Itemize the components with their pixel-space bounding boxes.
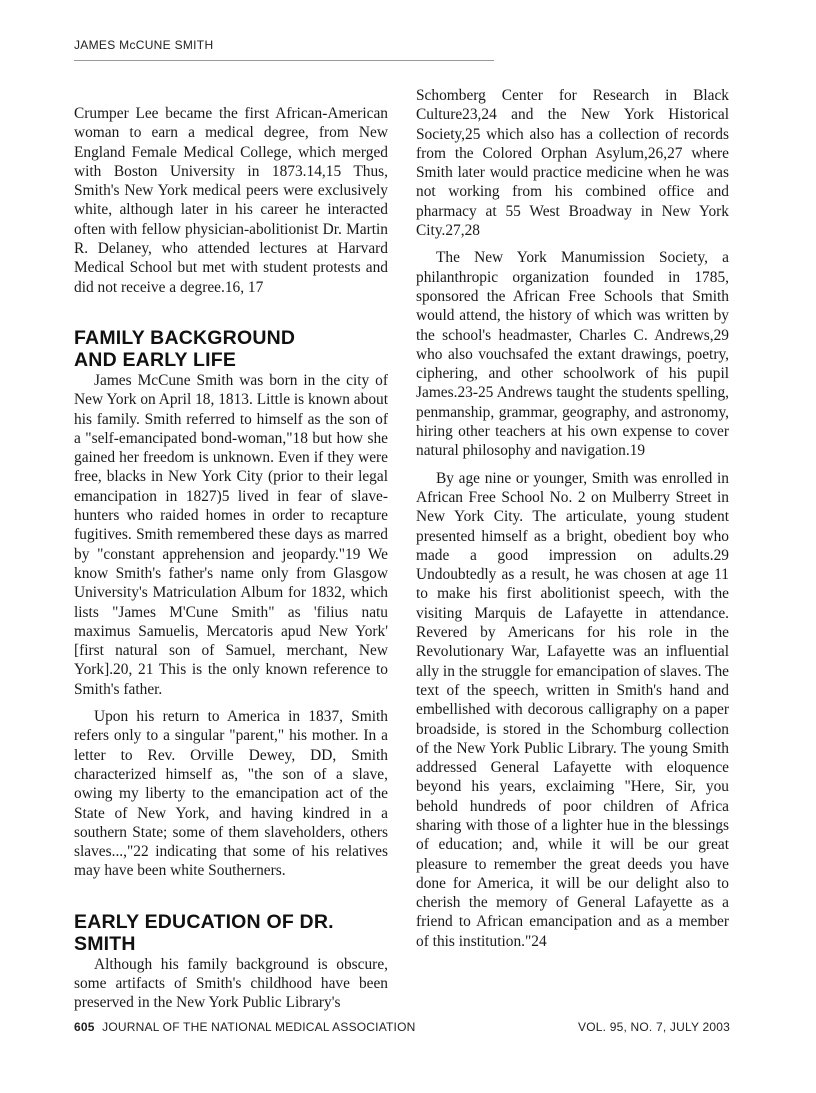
journal-name: JOURNAL OF THE NATIONAL MEDICAL ASSOCIATION [102,1020,416,1034]
paragraph-return-america: Upon his return to America in 1837, Smith refers only to a singular "parent," his mother. In a letter to Rev. Orville Dewey, DD, Smith characterized himself as, "the son of a slave, owing my liberty to the emancipation act of the State of New York, and having kindred in a southern State; some of them slaveholders, others slaves...,"22 indicating that some of his relatives may have been white Southerners. [74,708,388,880]
paragraph-schomberg: Schomberg Center for Research in Black Culture23,24 and the New York Historical Society,25 which also has a collection of records from the Colored Orphan Asylum,26,27 where Smith later would practice medicine when he was not working from his combined office and pharmacy at 55 West Broadway in New York City.27,28 [416,87,729,240]
footer-left [74,1020,416,1034]
paragraph-free-school: By age nine or younger, Smith was enrolled in African Free School No. 2 on Mulberry Street in New York City. The articulate, young student presented himself as a bright, obedient boy who made a good impression on adults.29 Undoubtedly as a result, he was chosen at age 11 to make his first abolitionist speech, with the visiting Marquis de Lafayette in attendance. Revered by Americans for his role in the Revolutionary War, Lafayette was an influential ally in the struggle for emancipation of slaves. The text of the speech, written in Smith's hand and embellished with decorous calligraphy on a paper broadside, is stored in the Schomburg collection of the New York Public Library. The young Smith addressed General Lafayette with eloquence beyond his years, exclaiming "Here, Sir, you behold hundreds of poor children of Africa sharing with those of a lighter hue in the blessings of education; and, while it will be our great pleasure to remember the great deeds you have done for America, it will be our delight also to cherish the memory of General Lafayette as a friend to African emancipation and as a member of this institution."24 [416,469,729,950]
page-number: 605 [74,1020,95,1034]
paragraph-birth: James McCune Smith was born in the city of New York on April 18, 1813. Little is known about his family. Smith referred to himself as the son of a "self-emancipated bond-woman,"18 but how she gained her freedom is unknown. Even if they were free, blacks in New York City (prior to their legal emancipation in 1827)5 lived in fear of slave-hunters who raided homes in order to recapture fugitives. Smith remembered these days as marred by "constant apprehension and jeopardy."19 We know Smith's father's name only from Glasgow University's Matriculation Album for 1832, which lists "James M'Cune Smith" as 'filius natu maximus Samuelis, Mercatoris apud New York' [first natural son of Samuel, merchant, New York].20, 21 This is the only known reference to Smith's father. [74,371,388,698]
section-heading-early-education: EARLY EDUCATION OF DR. SMITH [74,910,334,955]
right-column [416,86,729,951]
running-title: JAMES McCUNE SMITH [74,38,214,52]
heading-line-1: FAMILY BACKGROUND [74,326,296,349]
issue-info: VOL. 95, NO. 7, JULY 2003 [578,1020,730,1034]
heading-line-2: AND EARLY LIFE [74,348,237,371]
paragraph-manumission-society: The New York Manumission Society, a philanthropic organization founded in 1785, sponsored the African Free Schools that Smith would attend, the history of which was written by the school's headmaster, Charles C. Andrews,29 who also vouchsafed the extant drawings, poetry, ciphering, and other schoolwork of his pupil James.23-25 Andrews taught the students spelling, penmanship, grammar, geography, and astronomy, hiring other teachers at his own expense to cover natural philosophy and navigation.19 [416,249,729,460]
header-rule [74,60,494,61]
left-column [74,104,388,1013]
paragraph-artifacts: Although his family background is obscure, some artifacts of Smith's childhood have been preserved in the New York Public Library's [74,955,388,1012]
paragraph-crumper-lee: Crumper Lee became the first African-American woman to earn a medical degree, from New England Female Medical College, which merged with Boston University in 1873.14,15 Thus, Smith's New York medical peers were exclusively white, although later in his career he interacted often with fellow physician-abolitionist Dr. Martin R. Delaney, who attended lectures at Harvard Medical School but met with student protests and did not receive a degree.16, 17 [74,105,388,296]
section-heading-family-background [74,327,388,371]
